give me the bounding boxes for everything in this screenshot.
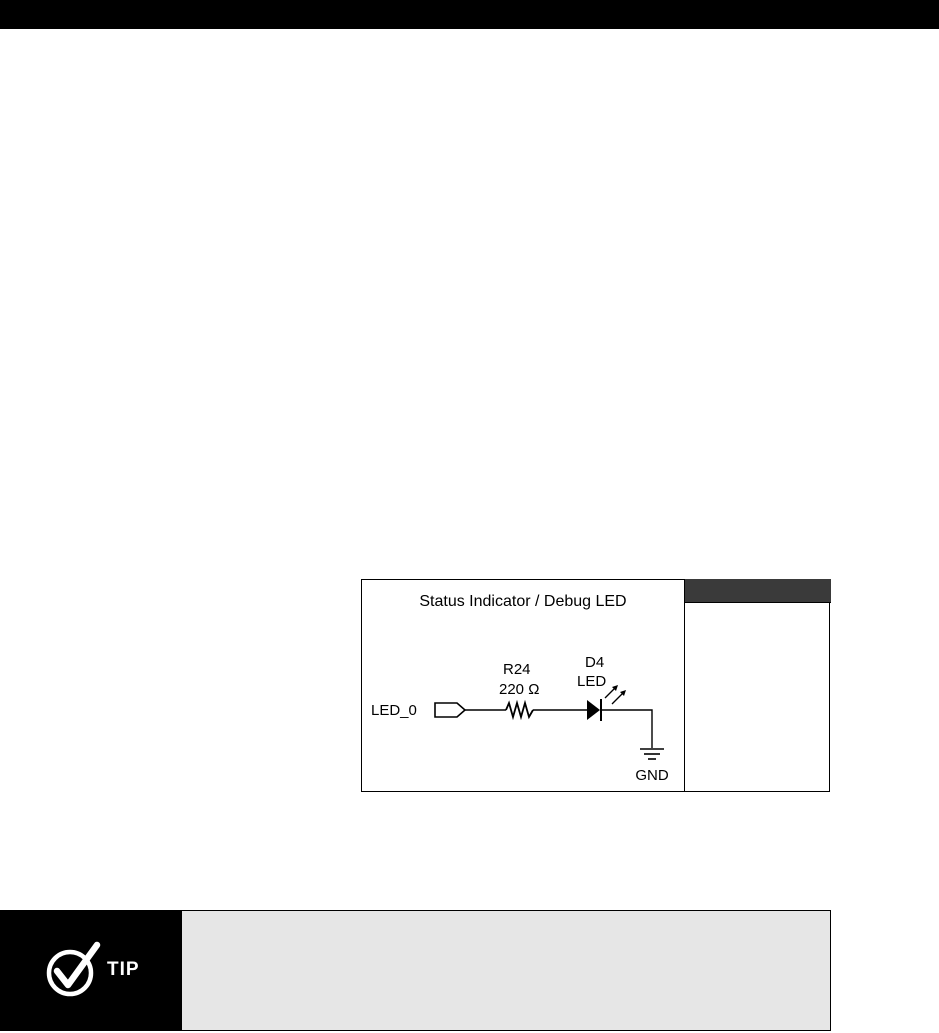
tip-box xyxy=(0,910,831,1031)
resistor-ref: R24 xyxy=(503,661,531,678)
led-value: LED xyxy=(577,673,607,690)
resistor-value: 220 Ω xyxy=(499,681,540,698)
resistor-icon xyxy=(506,703,533,717)
ground-label: GND xyxy=(635,767,669,784)
schematic-title: Status Indicator / Debug LED xyxy=(419,593,627,610)
port-connector-icon xyxy=(435,703,465,717)
tip-badge xyxy=(1,911,182,1030)
ground-icon xyxy=(640,749,664,759)
tip-label: TIP xyxy=(107,959,140,980)
led-diode-icon xyxy=(587,700,600,720)
checkmark-circle-icon xyxy=(43,941,103,1001)
light-emission-icon xyxy=(605,685,626,704)
wire-segment xyxy=(602,710,652,748)
header-bar xyxy=(0,0,939,29)
side-panel-header xyxy=(685,579,831,603)
schematic-figure xyxy=(361,579,830,792)
schematic-side-panel xyxy=(684,579,830,792)
led-ref: D4 xyxy=(585,654,605,671)
signal-label: LED_0 xyxy=(371,702,417,719)
tip-content xyxy=(182,911,830,1030)
